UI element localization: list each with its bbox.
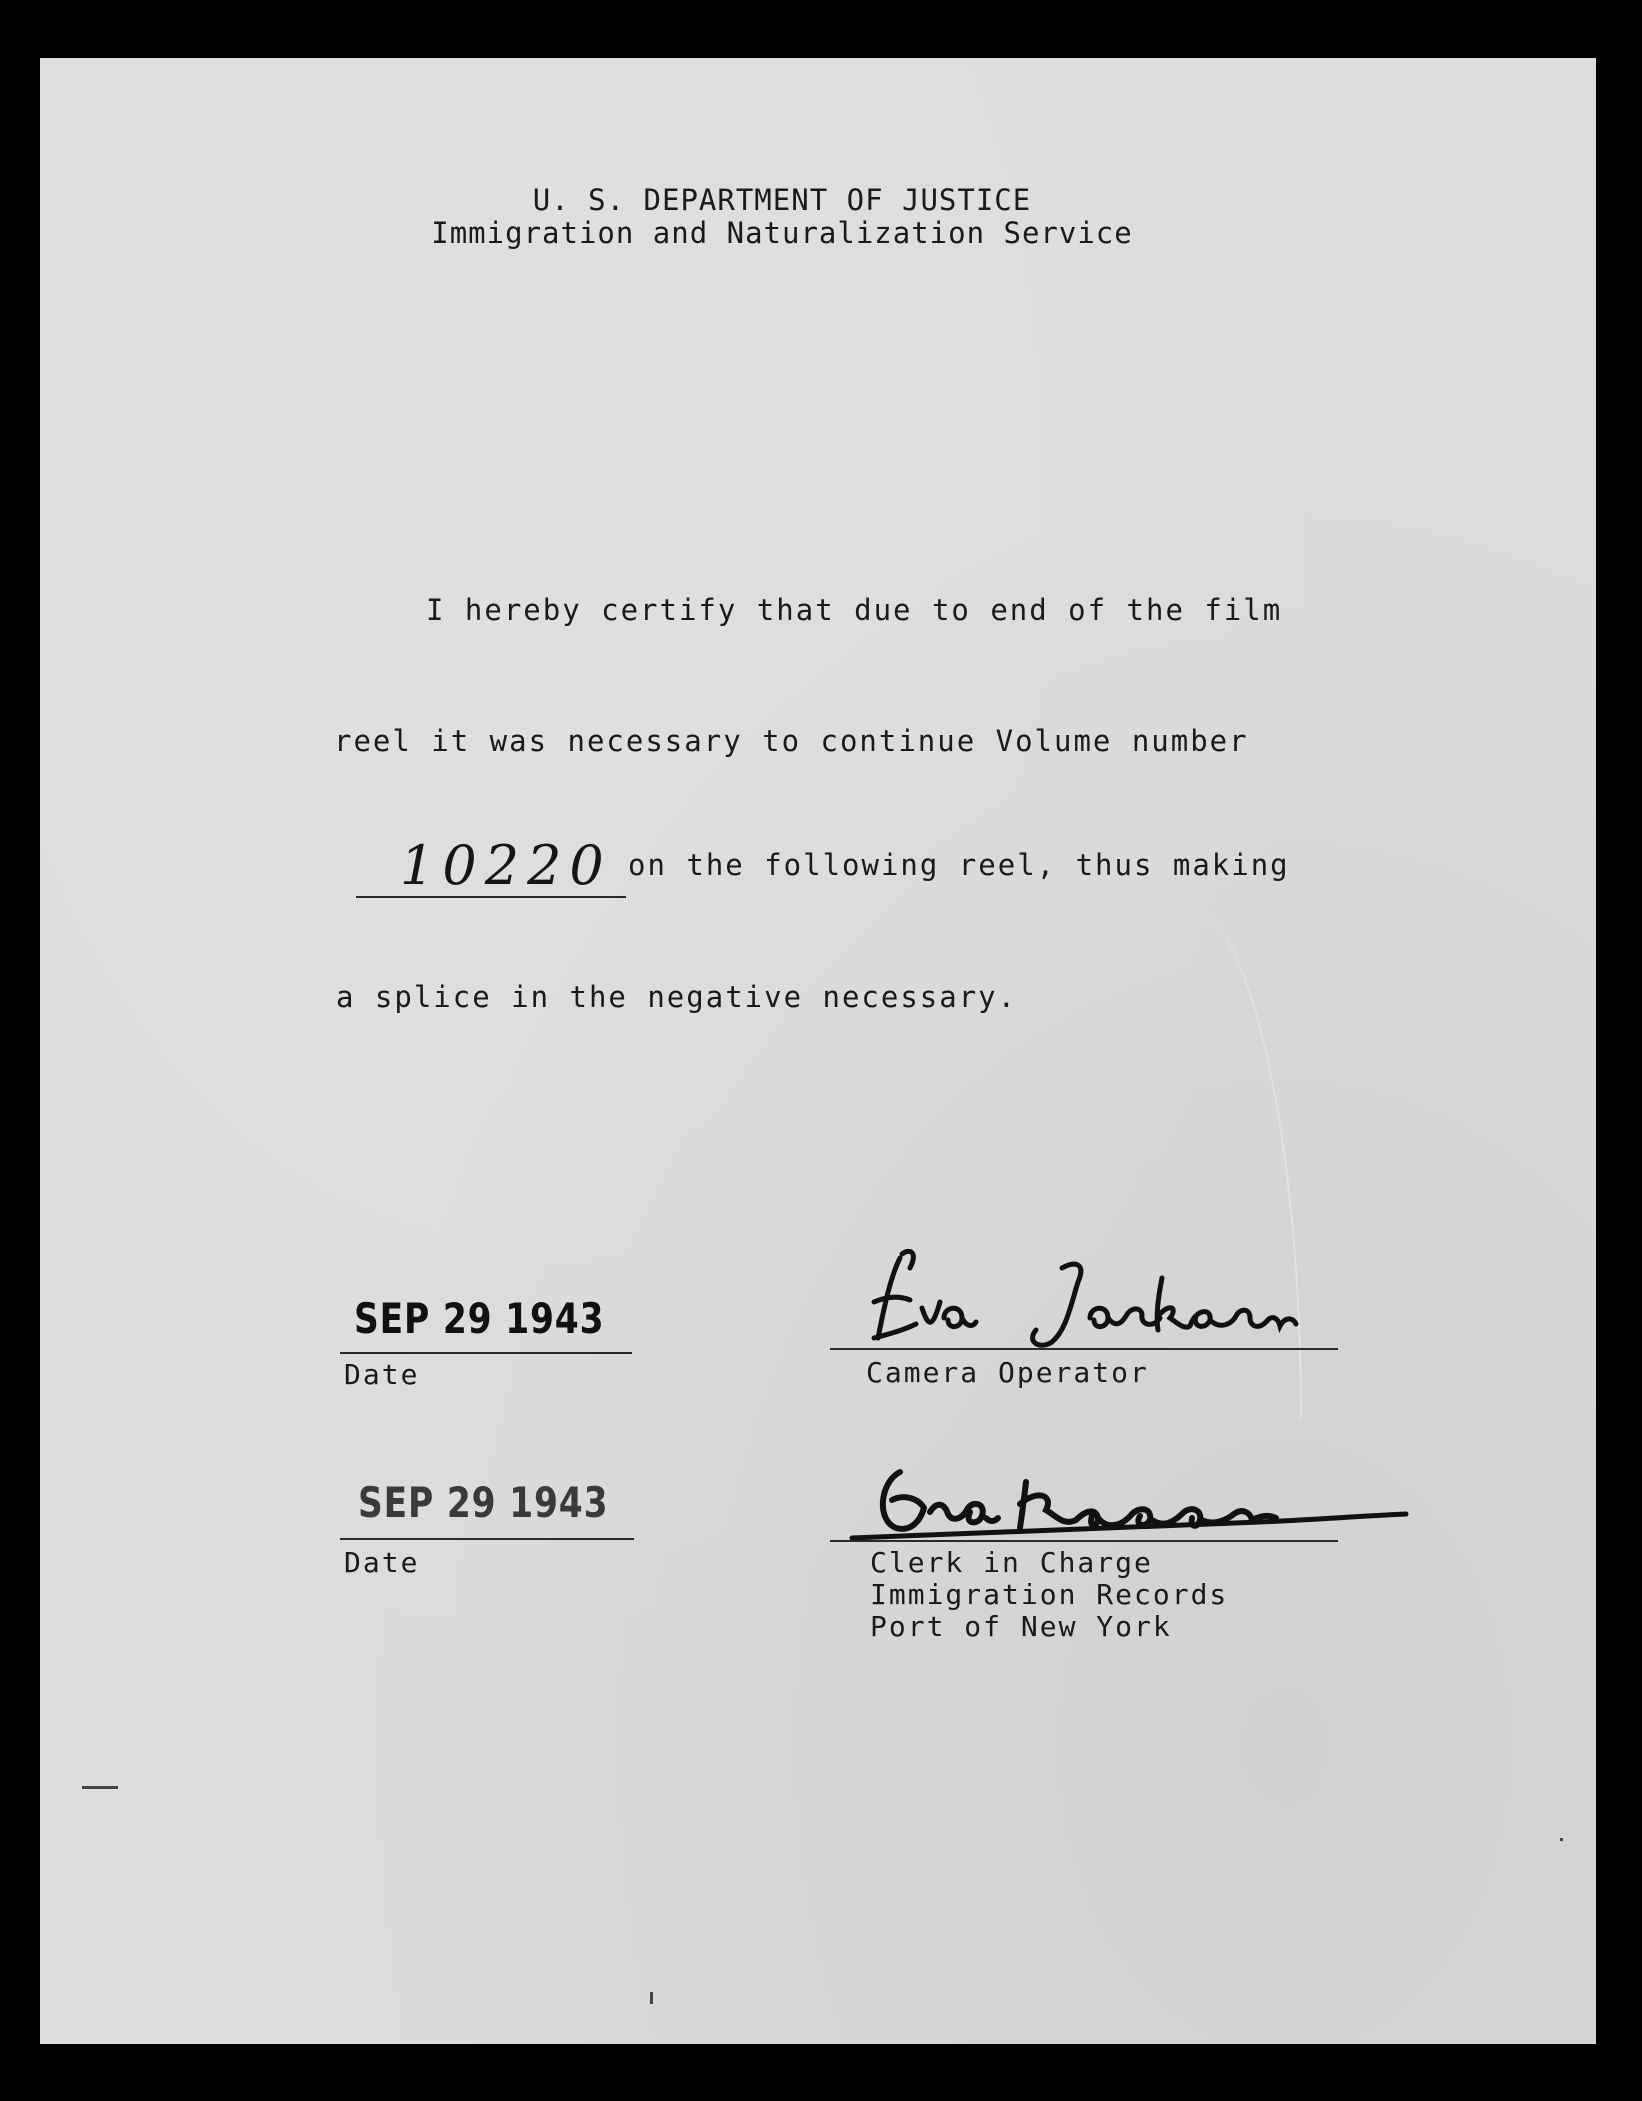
camera-operator-signature-line [830, 1348, 1338, 1350]
date-line-2 [340, 1538, 634, 1540]
date-stamp-1: SEP 29 1943 [354, 1294, 605, 1343]
clerk-signature [840, 1442, 1420, 1552]
date-line-1 [340, 1352, 632, 1354]
service-heading: Immigration and Naturalization Service [431, 216, 1133, 250]
certification-line-2: reel it was necessary to continue Volume number [334, 724, 1249, 758]
volume-number-field [356, 826, 656, 906]
volume-number-underline [356, 896, 626, 898]
speck-mark [650, 1992, 653, 2004]
camera-operator-signature [840, 1238, 1380, 1358]
date-stamp-2: SEP 29 1943 [358, 1478, 609, 1527]
date-label-2: Date [344, 1546, 420, 1579]
camera-operator-label: Camera Operator [866, 1356, 1149, 1389]
clerk-title-line-1: Clerk in Charge [870, 1546, 1153, 1579]
clerk-signature-line [830, 1540, 1338, 1542]
certification-line-4: a splice in the negative necessary. [336, 980, 1018, 1014]
certification-line-1: I hereby certify that due to end of the film [426, 593, 1283, 627]
certificate-page [40, 58, 1596, 2044]
speck-mark [1560, 1838, 1563, 1841]
clerk-title-line-3: Port of New York [870, 1610, 1172, 1643]
margin-mark [82, 1786, 118, 1789]
department-heading: U. S. DEPARTMENT OF JUSTICE [532, 183, 1032, 217]
date-label-1: Date [344, 1358, 420, 1391]
clerk-title-line-2: Immigration Records [870, 1578, 1229, 1611]
volume-number-handwritten: 10220 [400, 834, 612, 897]
certification-line-3: on the following reel, thus making [628, 848, 1290, 882]
